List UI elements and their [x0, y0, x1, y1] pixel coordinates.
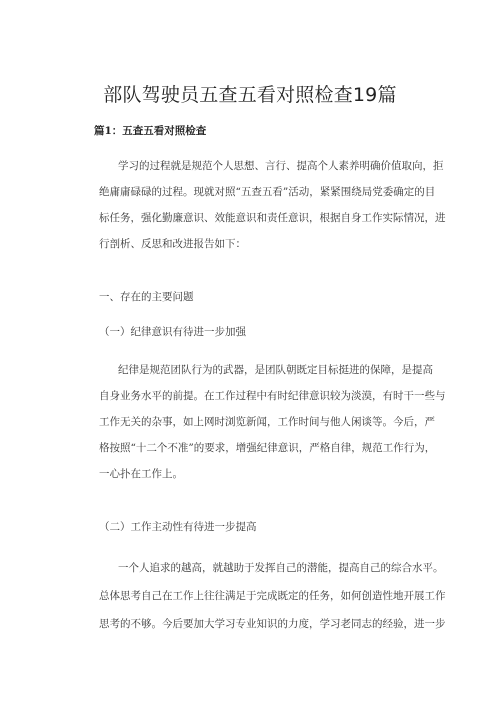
sub1-line-3: 工作无关的杂事，如上网时浏览新闻，工作时间与他人闲谈等。今后，严: [99, 416, 435, 428]
document-title: 部队驾驶员五查五看对照检查19篇: [103, 84, 397, 106]
sub1-line-1: 纪律是规范团队行为的武器，是团队朝既定目标挺进的保障，是提高: [118, 364, 433, 376]
subsection-heading-2: （二）工作主动性有待进一步提高: [99, 521, 257, 533]
part-heading: 一、存在的主要问题: [99, 291, 194, 303]
intro-line-3: 标任务，强化勤廉意识、效能意识和责任意识，根据自身工作实际情况，进: [99, 212, 446, 224]
sub1-line-5: 一心扑在工作上。: [99, 468, 183, 480]
intro-line-4: 行剖析、反思和改进报告如下：: [99, 238, 246, 250]
subsection-heading-1: （一）纪律意识有待进一步加强: [99, 326, 246, 338]
intro-line-1: 学习的过程就是规范个人思想、言行、提高个人素养明确价值取向，拒: [118, 160, 444, 172]
section-heading: 篇1：五查五看对照检查: [94, 125, 207, 137]
sub2-line-3: 思考的不够。今后要加大学习专业知识的力度，学习老同志的经验，进一步: [99, 618, 446, 630]
sub2-line-1: 一个人追求的越高，就越助于发挥自己的潜能，提高自己的综合水平。: [118, 562, 444, 574]
intro-line-2: 绝庸庸碌碌的过程。现就对照“五查五看”活动，紧紧围绕局党委确定的目: [99, 186, 436, 198]
sub1-line-2: 自身业务水平的前提。在工作过程中有时纪律意识较为淡漠，有时干一些与: [99, 390, 446, 402]
sub1-line-4: 格按照“十二个不准”的要求，增强纪律意识，严格自律，规范工作行为，: [99, 442, 436, 454]
sub2-line-2: 总体思考自己在工作上往往满足于完成既定的任务，如何创造性地开展工作: [99, 590, 446, 602]
